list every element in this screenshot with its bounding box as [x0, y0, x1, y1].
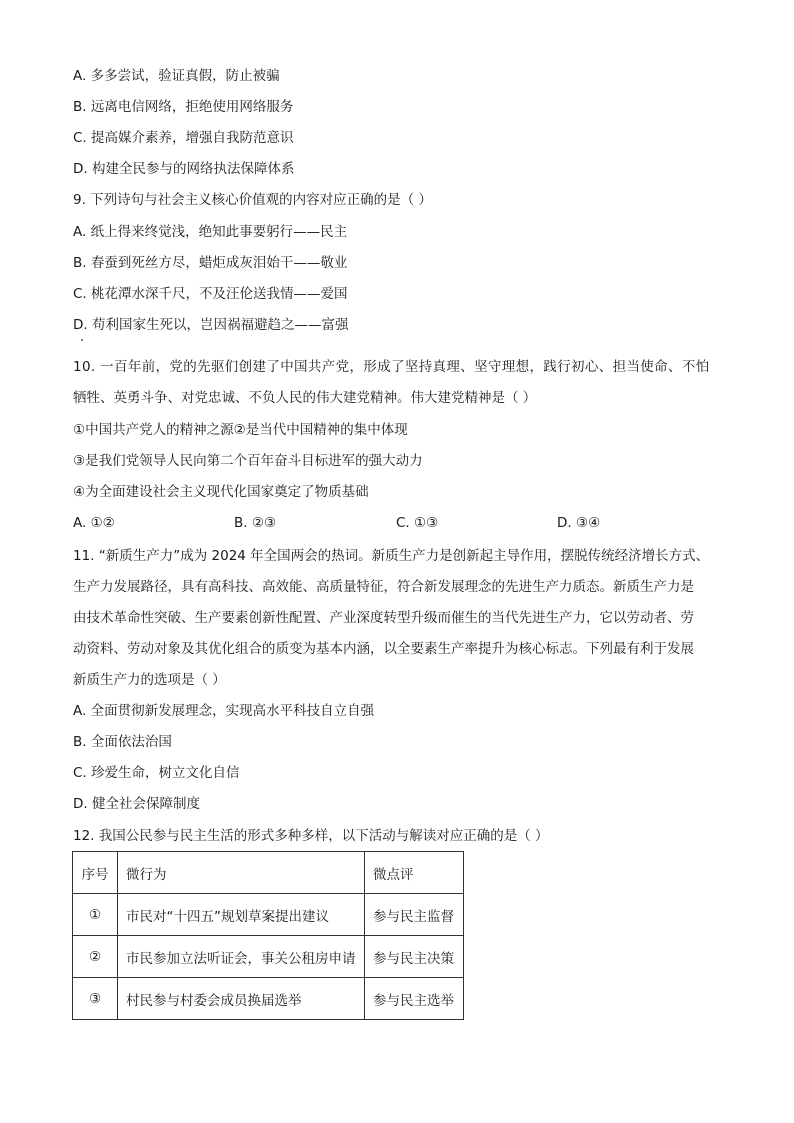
table-row: [73, 978, 464, 1020]
header-comment: 微点评: [365, 852, 464, 894]
row-comment: 参与民主监督: [365, 894, 464, 936]
table-row: [73, 894, 464, 936]
q8-option-a: A. 多多尝试，验证真假，防止被骗: [73, 68, 280, 84]
row-behavior: 村民参与村委会成员换届选举: [118, 978, 365, 1020]
header-number: 序号: [73, 852, 118, 894]
q8-option-c: C. 提高媒介素养，增强自我防范意识: [73, 130, 294, 146]
row-comment: 参与民主选举: [365, 978, 464, 1020]
table-row: [73, 936, 464, 978]
q8-option-d: D. 构建全民参与的网络执法保障体系: [73, 161, 295, 177]
q10-statement-1: ①中国共产党人的精神之源②是当代中国精神的集中体现: [73, 422, 408, 438]
q9-option-d: D. 苟利国家生死以，岂因祸福避趋之——富强: [73, 317, 349, 333]
q12-table: [72, 851, 464, 1020]
q11-option-c: C. 珍爱生命，树立文化自信: [73, 765, 240, 781]
q11-stem-line-1: 11. “新质生产力”成为 2024 年全国两会的热词。新质生产力是创新起主导作用，摆脱传统经济增长方式、: [73, 548, 710, 564]
q9-option-a: A. 纸上得来终觉浅，绝知此事要躬行——民主: [73, 224, 348, 240]
q10-option-d: D. ③④: [557, 515, 601, 531]
q8-option-b: B. 远离电信网络，拒绝使用网络服务: [73, 99, 294, 115]
q10-stem-line-1: 10. 一百年前，党的先驱们创建了中国共产党，形成了坚持真理、坚守理想，践行初心、担当使命、不怕: [73, 359, 710, 375]
header-behavior: 微行为: [118, 852, 365, 894]
q11-option-d: D. 健全社会保障制度: [73, 796, 200, 812]
q11-option-a: A. 全面贯彻新发展理念，实现高水平科技自立自强: [73, 703, 375, 719]
row-number: ③: [73, 978, 118, 1020]
stray-dot: [81, 339, 83, 341]
row-number: ①: [73, 894, 118, 936]
q12-stem: 12. 我国公民参与民主生活的形式多种多样，以下活动与解读对应正确的是（ ）: [73, 828, 549, 844]
q11-option-b: B. 全面依法治国: [73, 734, 172, 750]
q9-stem: 9. 下列诗句与社会主义核心价值观的内容对应正确的是（ ）: [73, 192, 432, 208]
q11-stem-line-5: 新质生产力的选项是（ ）: [73, 672, 226, 688]
q10-statement-3: ④为全面建设社会主义现代化国家奠定了物质基础: [73, 484, 369, 500]
q10-option-c: C. ①③: [396, 515, 439, 531]
q10-statement-2: ③是我们党领导人民向第二个百年奋斗目标进军的强大动力: [73, 453, 423, 469]
row-comment: 参与民主决策: [365, 936, 464, 978]
q10-stem-line-2: 牺牲、英勇斗争、对党忠诚、不负人民的伟大建党精神。伟大建党精神是（ ）: [73, 390, 537, 406]
row-number: ②: [73, 936, 118, 978]
table-header-row: [73, 852, 464, 894]
q10-option-b: B. ②③: [234, 515, 277, 531]
q10-option-a: A. ①②: [73, 515, 115, 531]
row-behavior: 市民参加立法听证会，事关公租房申请: [118, 936, 365, 978]
q11-stem-line-4: 动资料、劳动对象及其优化组合的质变为基本内涵，以全要素生产率提升为核心标志。下列最有利于发展: [73, 641, 694, 657]
q9-option-c: C. 桃花潭水深千尺，不及汪伦送我情——爱国: [73, 286, 348, 302]
row-behavior: 市民对“十四五”规划草案提出建议: [118, 894, 365, 936]
q11-stem-line-2: 生产力发展路径，具有高科技、高效能、高质量特征，符合新发展理念的先进生产力质态。新质生产力是: [73, 579, 694, 595]
q9-option-b: B. 春蚕到死丝方尽，蜡炬成灰泪始干——敬业: [73, 255, 348, 271]
q11-stem-line-3: 由技术革命性突破、生产要素创新性配置、产业深度转型升级而催生的当代先进生产力，它以劳动者、劳: [73, 610, 694, 626]
